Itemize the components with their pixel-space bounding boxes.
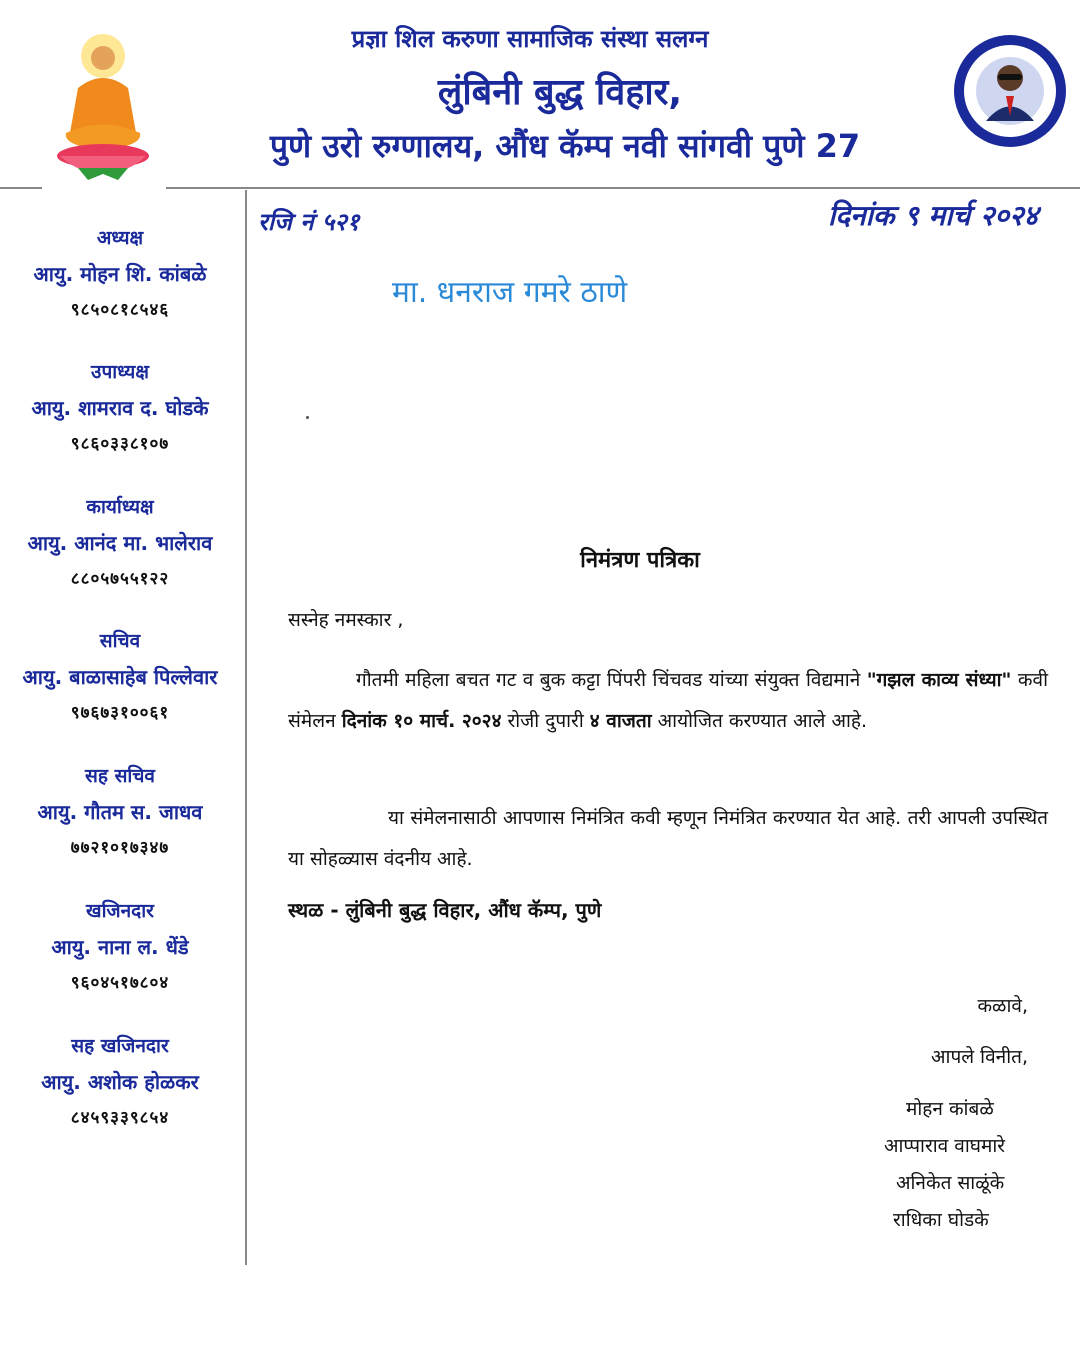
bearer-phone: ९८६०३३८१०७	[70, 434, 170, 454]
para1-text: रोजी दुपारी	[501, 710, 590, 732]
bearer-name: आयु. नाना ल. धेंडे	[51, 935, 189, 959]
bearer-title: सचिव	[99, 630, 141, 652]
letter-date: दिनांक ९ मार्च २०२४	[828, 199, 1039, 232]
bearer-title: सह सचिव	[85, 765, 155, 787]
signatory-name: आप्पाराव वाघमारे	[884, 1135, 1006, 1157]
bearer-title: अध्यक्ष	[96, 227, 144, 249]
stray-dot	[306, 416, 309, 419]
invitation-paragraph-2: या संमेलनासाठी आपणास निमंत्रित कवी म्हणून निमंत्रित करण्यात येत आहे. तरी आपली उपस्थित या सोहळ्यास वंदनीय आहे.	[288, 807, 1048, 870]
bearer-phone: ९८५०८१८५४६	[70, 300, 170, 320]
org-address: पुणे उरो रुग्णालय, औंध कॅम्प नवी सांगवी पुणे 27	[269, 127, 861, 165]
signatory-name: राधिका घोडके	[893, 1209, 989, 1231]
bearer-name: आयु. शामराव द. घोडके	[31, 396, 209, 420]
para1-text: कवी संमेलन	[288, 669, 1048, 732]
bearer-name: आयु. अशोक होळकर	[41, 1070, 199, 1094]
bearer-phone: ९६०४५१७८०४	[70, 973, 170, 993]
office-bearer-secretary	[0, 627, 240, 723]
invitation-title: निमंत्रण पत्रिका	[580, 548, 700, 573]
bearer-name: आयु. मोहन शि. कांबळे	[33, 262, 207, 286]
header-divider-left	[0, 187, 42, 189]
office-bearer-treasurer	[0, 897, 240, 993]
org-affiliation: प्रज्ञा शिल करुणा सामाजिक संस्था सलग्न	[351, 25, 709, 53]
header-divider	[166, 187, 1080, 189]
ambedkar-emblem	[952, 26, 1068, 156]
bearer-phone: ९७६७३१००६१	[70, 703, 170, 723]
signatory-name: अनिकेत साळूंके	[896, 1172, 1005, 1194]
office-bearer-joint-treasurer	[0, 1032, 240, 1128]
bearer-name: आयु. गौतम स. जाधव	[37, 800, 203, 824]
office-bearer-president	[0, 224, 240, 320]
bearer-phone: ८४५९३३९८५४	[70, 1108, 170, 1128]
greeting: सस्नेह नमस्कार ,	[288, 609, 404, 631]
event-date: दिनांक १० मार्च. २०२४	[341, 710, 502, 732]
closing-line: कळावे,	[977, 995, 1028, 1017]
venue: स्थळ - लुंबिनी बुद्ध विहार, औंध कॅम्प, पुणे	[288, 898, 602, 922]
bearer-title: खजिनदार	[86, 900, 154, 922]
registration-number: रजि नं ५२१	[258, 208, 360, 236]
sidebar-divider	[245, 190, 247, 1265]
bearer-title: उपाध्यक्ष	[91, 361, 149, 383]
bearer-title: सह खजिनदार	[71, 1035, 169, 1057]
bearer-phone: ७७२१०१७३४७	[70, 838, 170, 858]
invitation-paragraph-1	[288, 660, 1048, 742]
bearer-name: आयु. आनंद मा. भालेराव	[27, 531, 213, 555]
office-bearer-working-president	[0, 493, 240, 589]
closing-regards: आपले विनीत,	[931, 1046, 1028, 1068]
bearer-title: कार्याध्यक्ष	[86, 496, 154, 518]
event-name: "गझल काव्य संध्या"	[866, 669, 1012, 691]
para1-text: गौतमी महिला बचत गट व बुक कट्टा पिंपरी चिंचवड यांच्या संयुक्त विद्यमाने	[356, 669, 867, 691]
bearer-name: आयु. बाळासाहेब पिल्लेवार	[22, 665, 218, 689]
office-bearer-joint-secretary	[0, 762, 240, 858]
bearer-phone: ८८०५७५५१२२	[70, 569, 170, 589]
recipient: मा. धनराज गमरे ठाणे	[392, 275, 628, 310]
buddha-logo	[48, 28, 158, 188]
org-name: लुंबिनी बुद्ध विहार,	[437, 72, 683, 113]
event-time: ४ वाजता	[589, 710, 652, 732]
para1-text: आयोजित करण्यात आले आहे.	[651, 710, 867, 732]
signatory-name: मोहन कांबळे	[906, 1098, 994, 1120]
office-bearer-vice-president	[0, 358, 240, 454]
